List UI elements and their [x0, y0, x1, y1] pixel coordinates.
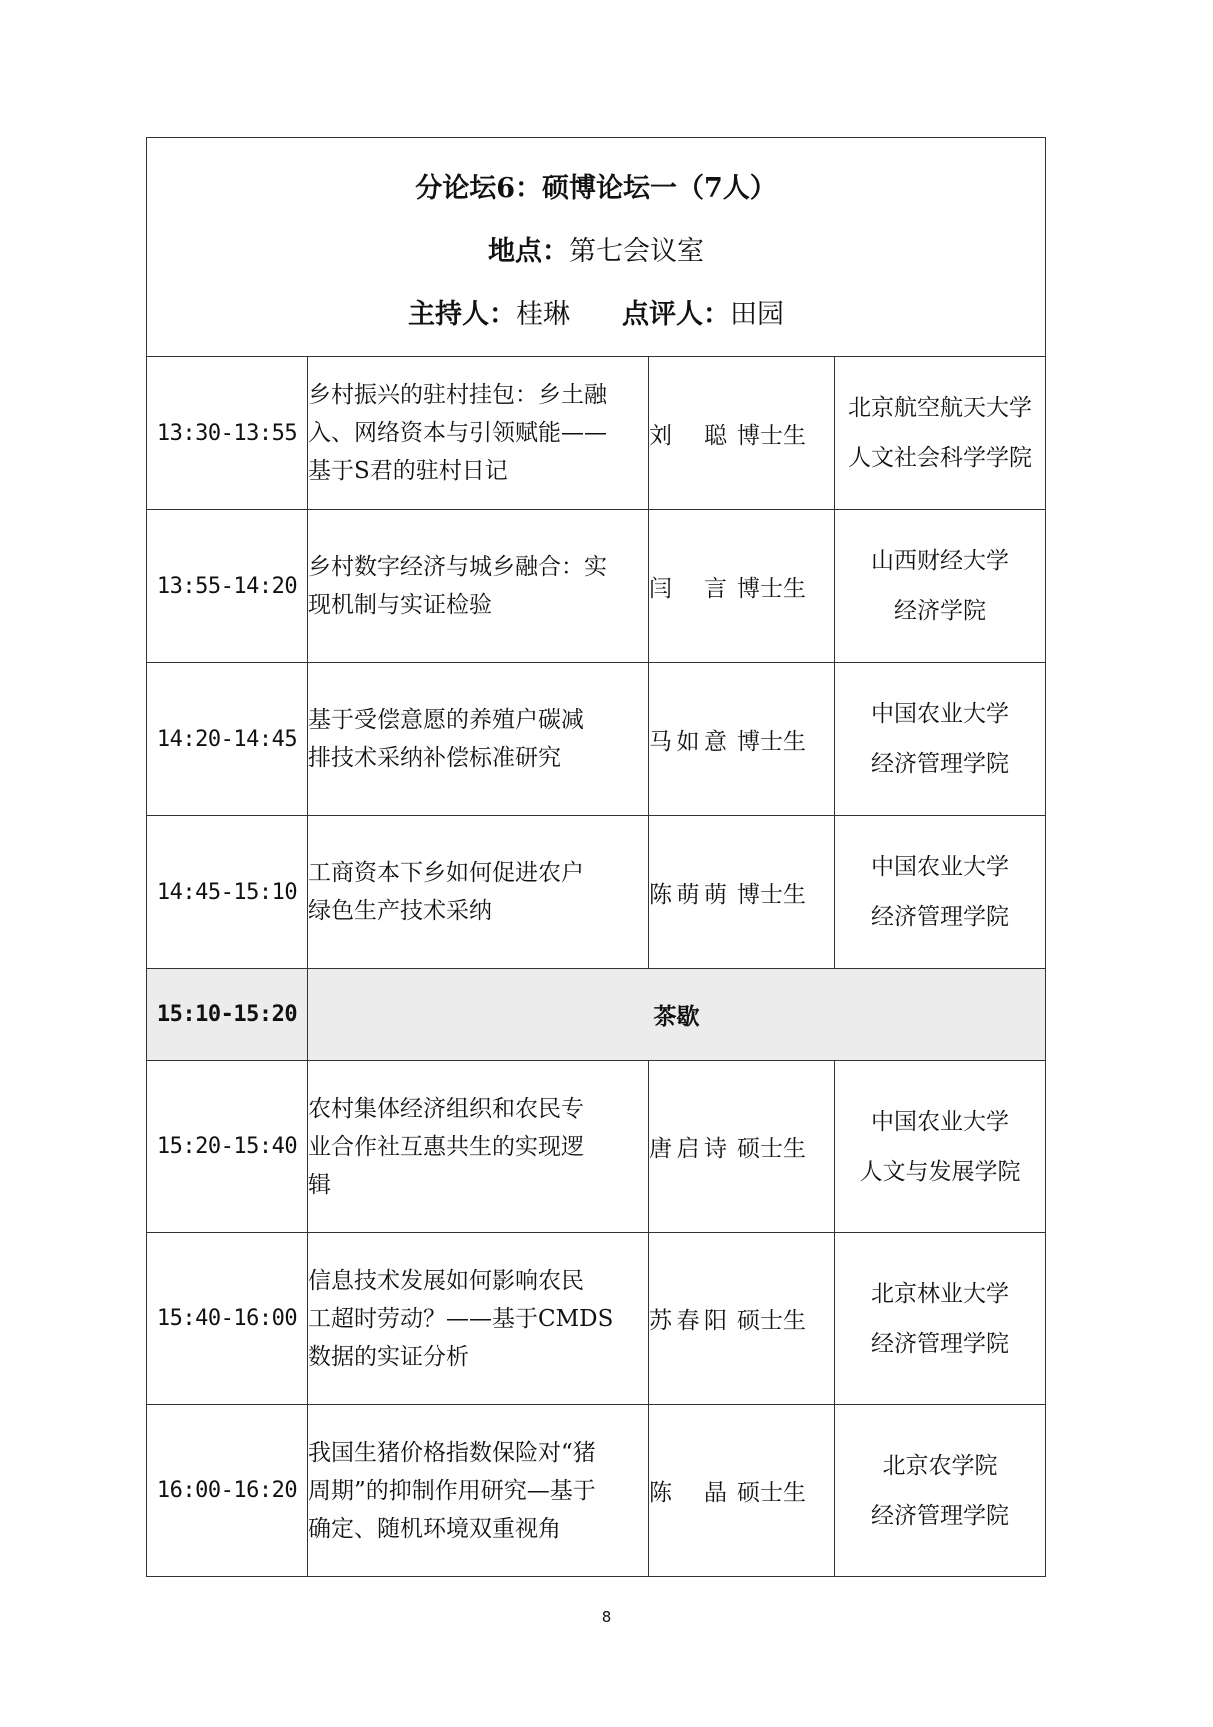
- host-value: 桂琳: [516, 299, 570, 330]
- speaker-degree: 博士生: [737, 575, 806, 602]
- session-time: 15:20-15:40: [147, 1061, 308, 1233]
- session-time: 14:20-14:45: [147, 663, 308, 816]
- session-institution: 北京航空航天大学 人文社会科学学院: [835, 357, 1046, 510]
- speaker-degree: 博士生: [737, 881, 806, 908]
- session-speaker: [649, 663, 835, 816]
- session-speaker: [649, 357, 835, 510]
- speaker-degree: 硕士生: [737, 1480, 806, 1506]
- session-institution: 中国农业大学 经济管理学院: [835, 663, 1046, 816]
- session-time: 16:00-16:20: [147, 1405, 308, 1577]
- session-speaker: [649, 816, 835, 969]
- session-title: 信息技术发展如何影响农民 工超时劳动？——基于CMDS 数据的实证分析: [308, 1233, 649, 1405]
- location-value: 第七会议室: [569, 236, 704, 267]
- table-row: [147, 357, 1046, 510]
- session-speaker: [649, 1061, 835, 1233]
- table-row: [147, 510, 1046, 663]
- session-title: 乡村数字经济与城乡融合：实 现机制与实证检验: [308, 510, 649, 663]
- session-time: 13:55-14:20: [147, 510, 308, 663]
- speaker-name: 唐启诗: [649, 1136, 727, 1162]
- speaker-degree: 硕士生: [737, 1308, 806, 1334]
- table-header-row: [147, 138, 1046, 357]
- speaker-degree: 博士生: [737, 728, 806, 755]
- host-label: 主持人：: [408, 299, 516, 330]
- session-time: 14:45-15:10: [147, 816, 308, 969]
- speaker-name: 陈 晶: [649, 1480, 727, 1506]
- session-title: 基于受偿意愿的养殖户碳减 排技术采纳补偿标准研究: [308, 663, 649, 816]
- session-institution: 北京林业大学 经济管理学院: [835, 1233, 1046, 1405]
- table-row: [147, 1233, 1046, 1405]
- speaker-name: 马如意: [649, 728, 727, 755]
- speaker-name: 苏春阳: [649, 1308, 727, 1334]
- table-row: [147, 663, 1046, 816]
- session-speaker: [649, 1405, 835, 1577]
- session-institution: 山西财经大学 经济学院: [835, 510, 1046, 663]
- session-title: 乡村振兴的驻村挂包：乡土融 入、网络资本与引领赋能—— 基于S君的驻村日记: [308, 357, 649, 510]
- forum-header: [147, 138, 1046, 357]
- speaker-name: 刘 聪: [649, 422, 727, 449]
- session-title: 我国生猪价格指数保险对“猪 周期”的抑制作用研究—基于 确定、随机环境双重视角: [308, 1405, 649, 1577]
- break-label: 茶歇: [308, 969, 1046, 1061]
- session-institution: 中国农业大学 经济管理学院: [835, 816, 1046, 969]
- table-row: [147, 816, 1046, 969]
- forum-title: 分论坛6：硕博论坛一（7人）: [415, 173, 777, 204]
- table-row: [147, 1405, 1046, 1577]
- session-speaker: [649, 510, 835, 663]
- session-speaker: [649, 1233, 835, 1405]
- session-title: 农村集体经济组织和农民专 业合作社互惠共生的实现逻 辑: [308, 1061, 649, 1233]
- page-number: 8: [601, 1608, 612, 1626]
- speaker-name: 闫 言: [649, 575, 727, 602]
- location-label: 地点：: [488, 236, 569, 267]
- table-row: [147, 1061, 1046, 1233]
- speaker-degree: 博士生: [737, 422, 806, 449]
- reviewer-label: 点评人：: [622, 299, 730, 330]
- session-time: 13:30-13:55: [147, 357, 308, 510]
- reviewer-value: 田园: [730, 299, 784, 330]
- forum-host-reviewer: [147, 299, 1045, 331]
- speaker-degree: 硕士生: [737, 1136, 806, 1162]
- session-time: 15:40-16:00: [147, 1233, 308, 1405]
- tea-break-row: [147, 969, 1046, 1061]
- break-time: 15:10-15:20: [147, 969, 308, 1061]
- session-title: 工商资本下乡如何促进农户 绿色生产技术采纳: [308, 816, 649, 969]
- schedule-table: [146, 137, 1046, 1577]
- forum-location: [147, 236, 1045, 268]
- speaker-name: 陈萌萌: [649, 881, 727, 908]
- session-institution: 北京农学院 经济管理学院: [835, 1405, 1046, 1577]
- session-institution: 中国农业大学 人文与发展学院: [835, 1061, 1046, 1233]
